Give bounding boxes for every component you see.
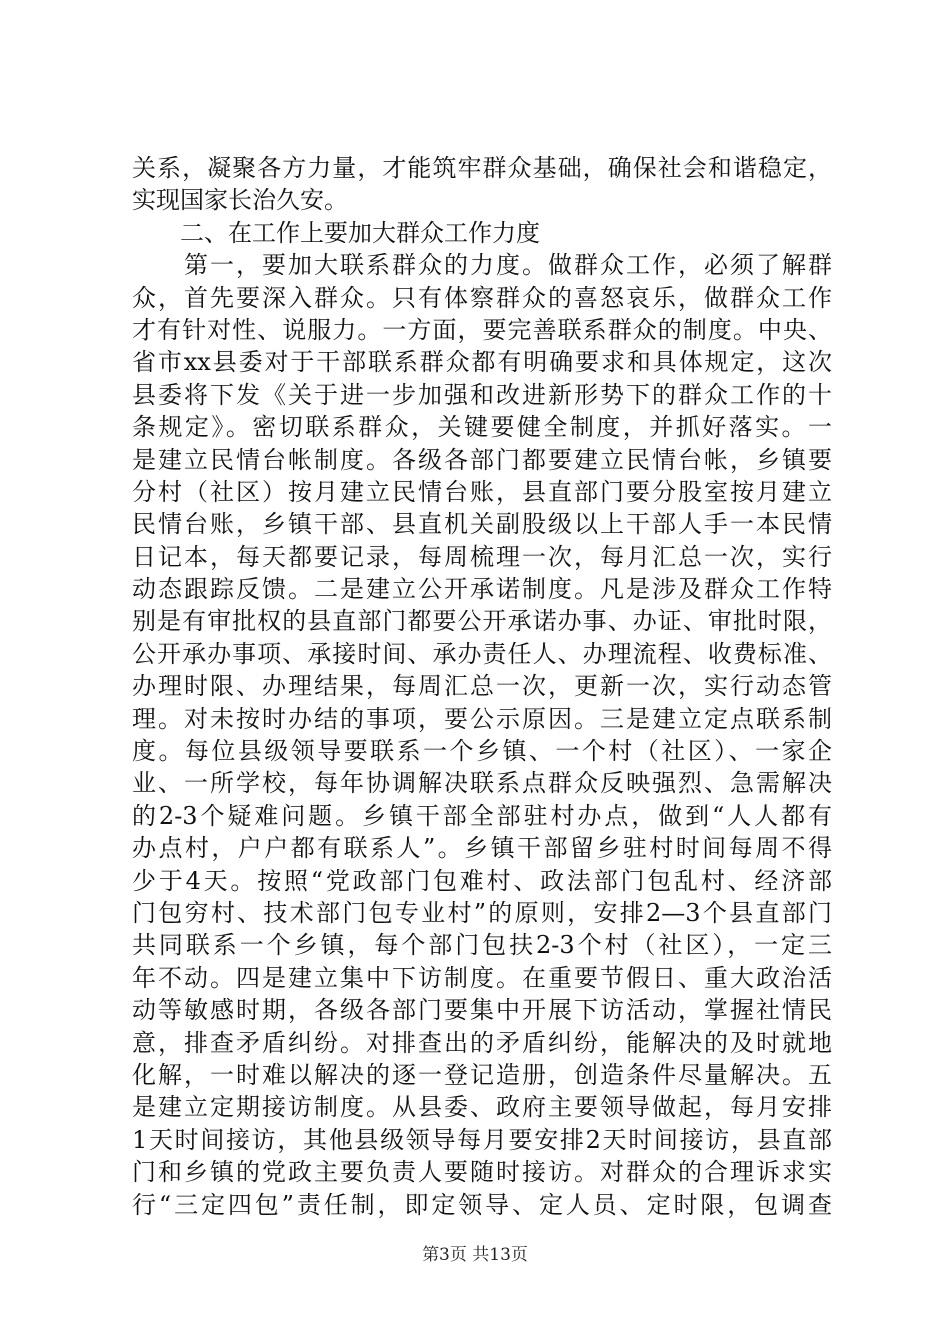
body-line: 的2-3个疑难问题。乡镇干部全部驻村办点，做到“人人都有: [132, 801, 832, 830]
body-line: 是建立定期接访制度。从县委、政府主要领导做起，每月安排: [132, 1093, 832, 1122]
body-line: 少于4天。按照“党政部门包难村、政法部门包乱村、经济部: [132, 866, 832, 895]
body-line: 门包穷村、技术部门包专业村”的原则，安排2—3个县直部门: [132, 898, 832, 927]
body-line: 分村（社区）按月建立民情台账，县直部门要分股室按月建立: [132, 477, 832, 506]
body-line: 度。每位县级领导要联系一个乡镇、一个村（社区）、一家企: [132, 737, 832, 766]
body-line: 门和乡镇的党政主要负责人要随时接访。对群众的合理诉求实: [132, 1158, 832, 1187]
body-line: 动态跟踪反馈。二是建立公开承诺制度。凡是涉及群众工作特: [132, 575, 832, 604]
body-line: 1天时间接访，其他县级领导每月要安排2天时间接访，县直部: [132, 1125, 832, 1154]
section-heading: 二、在工作上要加大群众工作力度: [132, 218, 540, 247]
body-line: 业、一所学校，每年协调解决联系点群众反映强烈、急需解决: [132, 769, 832, 798]
body-line: 公开承办事项、承接时间、承办责任人、办理流程、收费标准、: [132, 639, 832, 668]
body-line: 共同联系一个乡镇，每个部门包扶2-3个村（社区），一定三: [132, 931, 832, 960]
body-line: 办点村，户户都有联系人”。乡镇干部留乡驻村时间每周不得: [132, 834, 832, 863]
body-line: 条规定》。密切联系群众，关键要健全制度，并抓好落实。一: [132, 413, 832, 442]
body-line: 日记本，每天都要记录，每周梳理一次，每月汇总一次，实行: [132, 542, 832, 571]
body-line: 意，排查矛盾纠纷。对排查出的矛盾纠纷，能解决的及时就地: [132, 1028, 832, 1057]
body-line: 是建立民情台帐制度。各级各部门都要建立民情台帐，乡镇要: [132, 445, 832, 474]
body-line: 第一，要加大联系群众的力度。做群众工作，必须了解群: [132, 251, 832, 280]
body-line: 实现国家长治久安。: [132, 186, 348, 215]
page-number-footer: 第3页 共13页: [422, 1245, 528, 1265]
body-line: 民情台账，乡镇干部、县直机关副股级以上干部人手一本民情: [132, 510, 832, 539]
body-line: 行“三定四包”责任制，即定领导、定人员、定时限，包调查: [132, 1190, 832, 1219]
body-line: 办理时限、办理结果，每周汇总一次，更新一次，实行动态管: [132, 672, 832, 701]
body-line: 理。对未按时办结的事项，要公示原因。三是建立定点联系制: [132, 704, 832, 733]
body-line: 才有针对性、说服力。一方面，要完善联系群众的制度。中央、: [132, 315, 832, 344]
body-line: 省市xx县委对于干部联系群众都有明确要求和具体规定，这次: [132, 348, 832, 377]
body-line: 众，首先要深入群众。只有体察群众的喜怒哀乐，做群众工作: [132, 283, 832, 312]
body-line: 化解，一时难以解决的逐一登记造册，创造条件尽量解决。五: [132, 1060, 832, 1089]
body-line: 别是有审批权的县直部门都要公开承诺办事、办证、审批时限，: [132, 607, 832, 636]
document-body: [132, 152, 832, 1221]
body-line: 年不动。四是建立集中下访制度。在重要节假日、重大政治活: [132, 963, 832, 992]
body-line: 县委将下发《关于进一步加强和改进新形势下的群众工作的十: [132, 380, 832, 409]
body-line: 动等敏感时期，各级各部门要集中开展下访活动，掌握社情民: [132, 996, 832, 1025]
body-line: 关系，凝聚各方力量，才能筑牢群众基础，确保社会和谐稳定，: [132, 154, 832, 182]
